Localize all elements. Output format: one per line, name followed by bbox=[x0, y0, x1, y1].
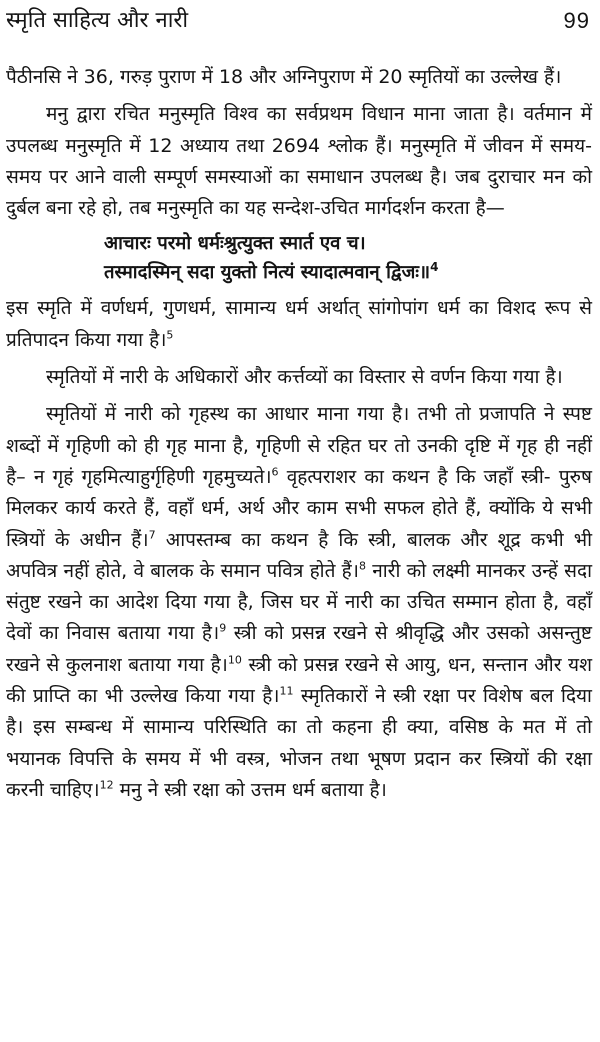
verse-line-1: आचारः परमो धर्मःश्रुत्युक्त स्मार्त एव च। bbox=[104, 233, 366, 255]
sanskrit-verse bbox=[6, 229, 592, 287]
footnote-ref-7: 7 bbox=[148, 528, 156, 542]
paragraph-smriti-count: पैठीनसि ने 36, गरुड़ पुराण में 18 और अग्निपुराण में 20 स्मृतियों का उल्लेख हैं। bbox=[6, 66, 562, 88]
footnote-ref-9: 9 bbox=[219, 622, 227, 636]
running-header bbox=[6, 6, 590, 38]
sentence-6: स्त्री को प्रसन्न रखने से आयु, धन, सन्तान और यश की प्राप्ति का भी उल्लेख किया गया है। bbox=[6, 653, 592, 708]
footnote-ref-5: 5 bbox=[166, 328, 174, 342]
verse-line-2 bbox=[104, 258, 592, 287]
sentence-3: आपस्तम्ब का कथन है कि स्त्री, बालक और शूद्र कभी भी अपवित्र नहीं होते, वे बालक के समान पवित्र होते हैं। bbox=[6, 528, 592, 582]
sentence-7: स्मृतिकारों ने स्त्री रक्षा पर विशेष बल दिया है। इस सम्बन्ध में सामान्य परिस्थिति का तो कहना ही क्या, वसिष्ठ के मत में तो भयानक विपत्ति के समय में भी वस्त्र, भोजन तथा भूषण प्रदान कर स्त्रियों की रक्षा करनी चाहिए। bbox=[6, 685, 592, 801]
footnote-ref-10: 10 bbox=[227, 653, 242, 667]
verse-line-2-text: तस्मादस्मिन् सदा युक्तो नित्यं स्यादात्मवान् द्विजः॥ bbox=[104, 262, 431, 284]
page-body bbox=[6, 62, 592, 806]
paragraph-rights-duties: स्मृतियों में नारी के अधिकारों और कर्त्तव्यों का विस्तार से वर्णन किया गया है। bbox=[46, 366, 563, 389]
footnote-ref-6: 6 bbox=[271, 465, 279, 479]
footnote-ref-12: 12 bbox=[99, 778, 114, 792]
running-title: स्मृति साहित्य और नारी bbox=[6, 8, 189, 33]
footnote-ref-4: 4 bbox=[430, 260, 439, 275]
sentence-2: वृहत्पराशर का कथन है कि जहाँ स्त्री- पुरुष मिलकर कार्य करते हैं, वहाँ धर्म, अर्थ और काम सभी सफल होते हैं, क्योंकि ये सभी स्त्रियों के अधीन हैं। bbox=[6, 465, 592, 551]
sentence-4: नारी को लक्ष्मी मानकर उन्हें सदा संतुष्ट रखने का आदेश दिया गया है, जिस घर में नारी का उचित सम्मान होता है, वहाँ देवों का निवास बताया गया है। bbox=[6, 559, 592, 645]
sentence-1: स्मृतियों में नारी को गृहस्थ का आधार माना गया है। तभी तो प्रजापति ने स्पष्ट शब्दों में गृहिणी को ही गृह माना है, गृहिणी से रहित घर तो उनकी दृष्टि में गृह ही नहीं है– न गृहं गृहमित्याहुर्गृहिणी गृहमुच्यते। bbox=[6, 403, 592, 488]
paragraph-dharma bbox=[6, 293, 592, 356]
footnote-ref-11: 11 bbox=[279, 684, 294, 698]
sentence-5: स्त्री को प्रसन्न रखने से श्रीवृद्धि और उसको असन्तुष्ट रखने से कुलनाश बताया गया है। bbox=[6, 622, 592, 676]
sentence-8: मनु ने स्त्री रक्षा को उत्तम धर्म बताया है। bbox=[113, 778, 387, 801]
paragraph-manusmriti: मनु द्वारा रचित मनुस्मृति विश्व का सर्वप्रथम विधान माना जाता है। वर्तमान में उपलब्ध मनुस्मृति में 12 अध्याय तथा 2694 श्लोक हैं। मनुस्मृति में जीवन में समय-समय पर आने वाली सम्पूर्ण समस्याओं का समाधान उपलब्ध है। जब दुराचार मन को दुर्बल बना रहे हो, तब मनुस्मृति का यह सन्देश-उचित मार्गदर्शन करता है— bbox=[6, 103, 592, 220]
page-number: 99 bbox=[563, 8, 590, 33]
paragraph-woman-household bbox=[6, 399, 592, 806]
paragraph-dharma-text: इस स्मृति में वर्णधर्म, गुणधर्म, सामान्य धर्म अर्थात् सांगोपांग धर्म का विशद रूप से प्रतिपादन किया गया है। bbox=[6, 297, 592, 351]
footnote-ref-8: 8 bbox=[358, 559, 366, 573]
